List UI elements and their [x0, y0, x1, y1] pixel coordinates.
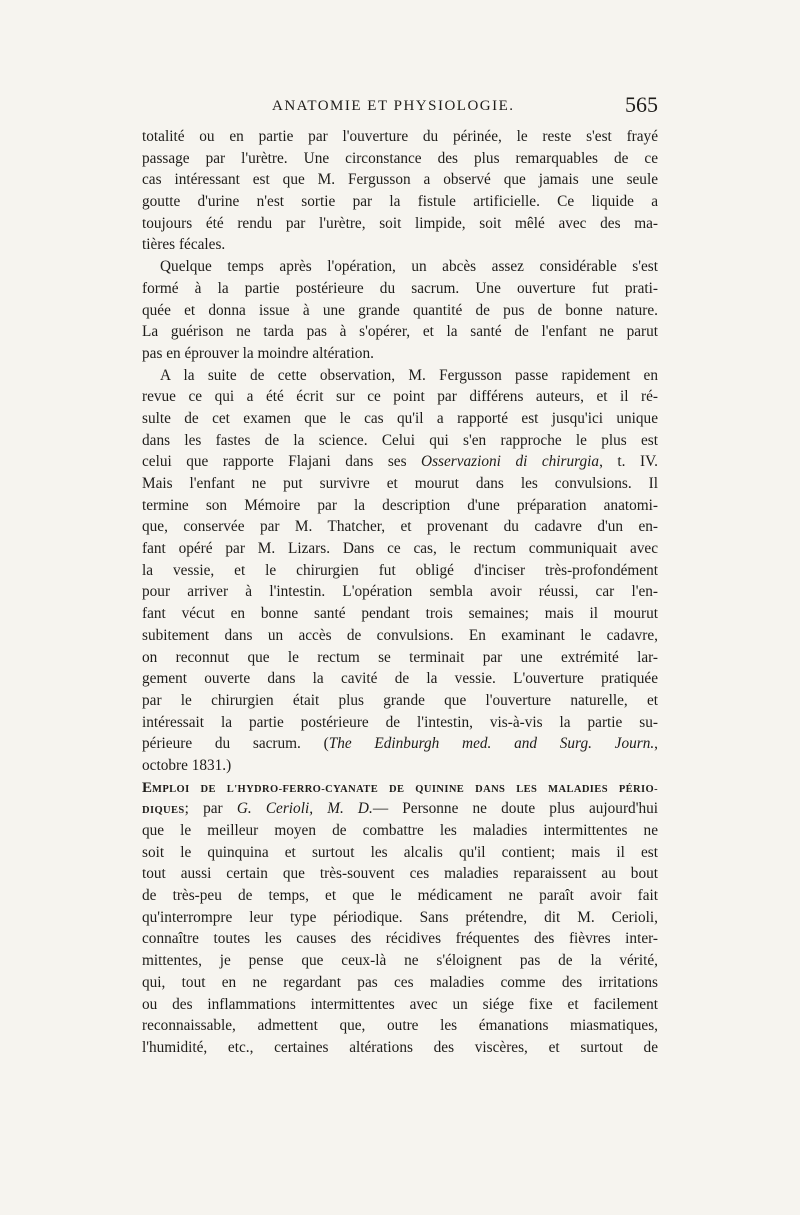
text-line: que, conservée par M. Thatcher, et provenant du cadavre d'un en-: [142, 518, 658, 536]
text-line: revue ce qui a été écrit sur ce point par différens auteurs, et il ré-: [142, 388, 658, 406]
text-line: fant vécut en bonne santé pendant trois semaines; mais il mourut: [142, 605, 658, 623]
book-title: Osservazioni di chirurgia: [421, 453, 600, 471]
text-line: dans les fastes de la science. Celui qui s'en rapproche le plus est: [142, 431, 658, 449]
text-line: tout aussi certain que très-souvent ces maladies reparaissent au bout: [142, 865, 658, 883]
author-name: G. Cerioli, M. D.: [236, 800, 373, 818]
text-line: pas en éprouver la moindre altération.: [142, 344, 374, 362]
text-line: reconnaissable, admettent que, outre les émanations miasmatiques,: [142, 1017, 658, 1035]
heading-initial: E: [142, 779, 153, 796]
text-line: totalité ou en partie par l'ouverture du périnée, le reste s'est frayé: [142, 128, 658, 145]
text-segment: ,: [654, 735, 658, 753]
text-line: cas intéressant est que M. Fergusson a observé que jamais une seule: [142, 171, 658, 189]
page-number: 565: [625, 92, 658, 117]
running-head: [142, 92, 658, 126]
text-line: connaître toutes les causes des récidives fréquentes des fièvres inter-: [142, 930, 658, 948]
text-line: La guérison ne tarda pas à s'opérer, et la santé de l'enfant ne parut: [142, 323, 658, 341]
text-line: mittentes, je pense que ceux-là ne s'éloignent pas de la vérité,: [142, 952, 658, 970]
article-byline: [142, 798, 658, 820]
journal-title: The Edinburgh med. and Surg. Journ.: [328, 735, 655, 753]
text-line: termine son Mémoire par la description d'une préparation anatomi-: [142, 496, 658, 514]
text-line: l'humidité, etc., certaines altérations des viscères, et surtout de: [142, 1038, 658, 1056]
text-line: soit le quinquina et surtout les alcalis qu'il contient; mais il est: [142, 843, 658, 861]
text-segment: périeure du sacrum. (: [142, 735, 329, 753]
text-segment: ; par: [184, 800, 237, 818]
text-segment: — Personne ne doute plus aujourd'hui: [372, 800, 659, 818]
text-line: quée et donna issue à une grande quantité de pus de bonne nature.: [142, 301, 658, 319]
article-heading: [142, 777, 658, 799]
book-reference: , t. IV.: [599, 453, 658, 471]
text-line: octobre 1831.): [142, 756, 232, 774]
text-line: sulte de cet examen que le cas qu'il a rapporté est jusqu'ici unique: [142, 409, 658, 427]
text-line: gement ouverte dans la cavité de la vessie. L'ouverture pratiquée: [142, 670, 658, 688]
text-line: par le chirurgien était plus grande que l'ouverture naturelle, et: [142, 691, 658, 709]
text-line: ou des inflammations intermittentes avec un siége fixe et facilement: [142, 995, 658, 1013]
book-page: [142, 92, 658, 1059]
text-line: intéressait la partie postérieure de l'intestin, vis-à-vis la partie su-: [142, 713, 658, 731]
text-line: goutte d'urine n'est sortie par la fistule artificielle. Ce liquide a: [142, 193, 658, 211]
text-line: on reconnut que le rectum se terminait par une extrémité lar-: [142, 648, 658, 666]
text-line: la vessie, et le chirurgien fut obligé d'inciser très-profondément: [142, 561, 658, 579]
heading-text: MPLOI DE L'HYDRO-FERRO-CYANATE DE QUININE DANS LES MALADIES PÉRIO-: [152, 783, 658, 795]
text-line: Quelque temps après l'opération, un abcès assez considérable s'est: [160, 258, 658, 276]
text-line-with-citation: [142, 451, 658, 473]
text-line: pour arriver à l'intestin. L'opération sembla avoir réussi, car l'en-: [142, 583, 658, 601]
text-line: tières fécales.: [142, 236, 226, 254]
running-title: ANATOMIE ET PHYSIOLOGIE.: [272, 98, 515, 114]
text-line: Mais l'enfant ne put survivre et mourut dans les convulsions. Il: [142, 475, 658, 492]
text-line: subitement dans un accès de convulsions. En examinant le cadavre,: [142, 626, 658, 644]
text-line-with-journal: [142, 733, 658, 755]
text-line: fant opéré par M. Lizars. Dans ce cas, le rectum communiquait avec: [142, 540, 658, 558]
text-segment: celui que rapporte Flajani dans ses: [142, 453, 422, 471]
heading-text-end: DIQUES: [142, 805, 185, 817]
text-line: qui, tout en ne regardant pas ces maladies comme des irritations: [142, 973, 658, 991]
text-line: que le meilleur moyen de combattre les maladies intermittentes ne: [142, 822, 658, 839]
body-text: [142, 126, 658, 1059]
text-line: de très-peu de temps, et que le médicament ne paraît avoir fait: [142, 887, 658, 905]
text-line: passage par l'urètre. Une circonstance des plus remarquables de ce: [142, 149, 658, 167]
text-line: qu'interrompre leur type périodique. Sans prétendre, dit M. Cerioli,: [142, 908, 658, 926]
text-line: formé à la partie postérieure du sacrum. Une ouverture fut prati-: [142, 279, 658, 297]
text-line: A la suite de cette observation, M. Fergusson passe rapidement en: [160, 366, 658, 384]
text-line: toujours été rendu par l'urètre, soit limpide, soit mêlé avec des ma-: [142, 214, 658, 232]
